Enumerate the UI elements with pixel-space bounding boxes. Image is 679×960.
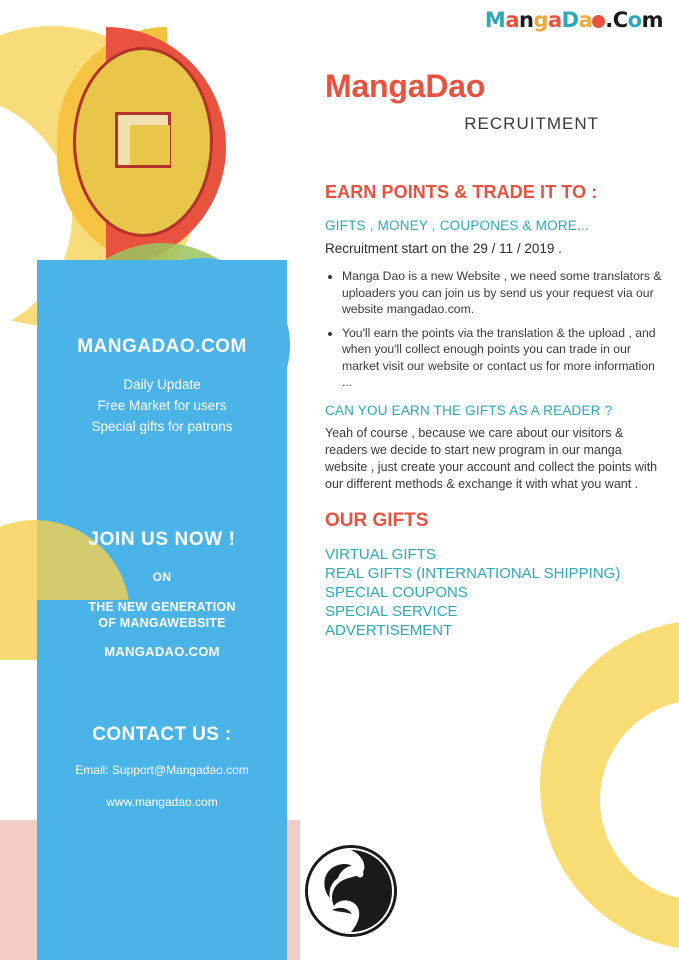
new-generation-line-1: THE NEW GENERATION [88, 600, 236, 614]
gift-item: REAL GIFTS (INTERNATIONAL SHIPPING) [325, 564, 621, 582]
contact-email[interactable]: Email: Support@Mangadao.com [75, 763, 249, 777]
dragon-emblem-icon [305, 845, 397, 937]
logo-letter-d: D [561, 8, 579, 32]
earn-points-heading: EARN POINTS & TRADE IT TO : [325, 182, 598, 202]
join-now-heading: JOIN US NOW ! [88, 529, 236, 550]
gift-item: VIRTUAL GIFTS [325, 545, 436, 563]
gift-item: SPECIAL SERVICE [325, 602, 458, 620]
new-generation-line-2: OF MANGAWEBSITE [98, 616, 226, 630]
on-label: ON [152, 570, 172, 584]
info-bullet-item: • You'll earn the points via the translation & the upload , and when you'll collect enough points you can trade in our market visit our website or contact us for more information ... [342, 325, 665, 391]
reader-answer-body: Yeah of course , because we care about our visitors & readers we decide to start new program in our manga website , just create your account and collect the points with our different methods & exchange it with what you want . [325, 425, 658, 491]
coin-center-square [130, 125, 170, 165]
info-bullet-item: • Manga Dao is a new Website , we need some translators & uploaders you can join us by send us your request via our website mangadao.com. [342, 268, 665, 318]
logo-letter-g: g [533, 8, 548, 32]
sidebar-feature-item: Special gifts for patrons [91, 419, 233, 434]
page-subtitle: RECRUITMENT [464, 114, 599, 133]
recruitment-start-date: Recruitment start on the 29 / 11 / 2019 . [325, 241, 562, 256]
our-gifts-heading: OUR GIFTS [325, 509, 429, 531]
page-title: MangaDao [325, 68, 486, 104]
logo-letter-a2: a [548, 8, 562, 32]
logo-letter-a1: a [505, 8, 519, 32]
logo-letter-m2: m [641, 8, 663, 32]
new-generation-text [37, 599, 287, 631]
logo-letter-a3: a [578, 8, 593, 32]
reader-question-heading: CAN YOU EARN THE GIFTS AS A READER ? [325, 402, 613, 418]
logo-letter-m: M [484, 8, 506, 32]
sidebar-feature-list [37, 374, 287, 437]
gifts-money-line: GIFTS , MONEY , COUPONES & MORE... [325, 218, 589, 233]
logo-letters-com1: .C [605, 8, 628, 32]
contact-us-heading: CONTACT US : [92, 724, 232, 745]
gift-item: SPECIAL COUPONS [325, 583, 468, 601]
contact-website[interactable]: www.mangadao.com [106, 795, 218, 809]
sidebar-feature-item: Free Market for users [97, 398, 227, 413]
sidebar-feature-item: Daily Update [123, 377, 201, 392]
info-bullet-list [325, 268, 665, 391]
sidebar-site-name-secondary: MANGADAO.COM [104, 644, 220, 659]
gift-item: ADVERTISEMENT [325, 621, 453, 639]
main-content [325, 0, 665, 640]
logo-letter-o: o [627, 8, 642, 32]
gift-items-list [325, 545, 665, 640]
sidebar-site-name: MANGADAO.COM [77, 336, 247, 357]
logo-letter-n: n [519, 8, 534, 32]
